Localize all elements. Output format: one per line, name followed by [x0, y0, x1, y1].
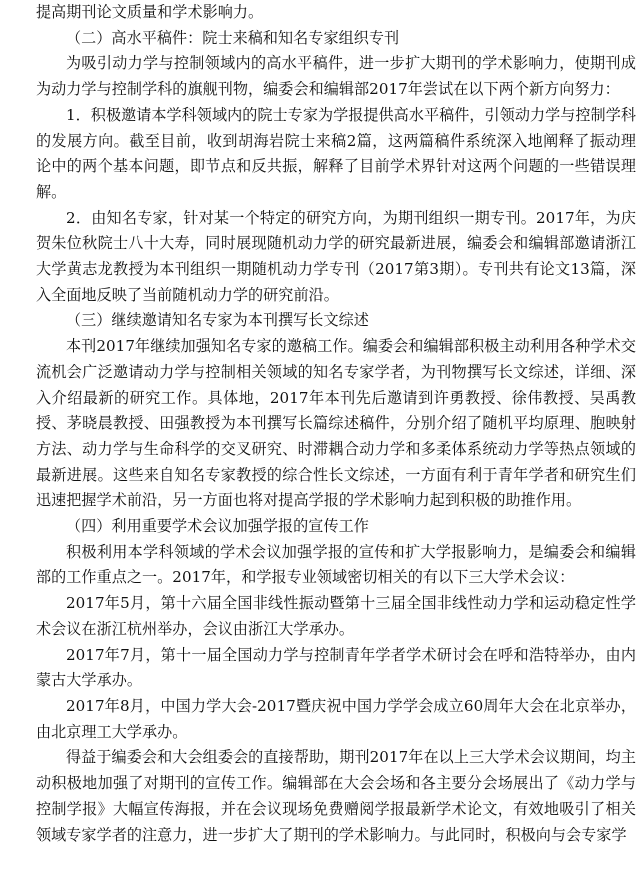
- paragraph: 2．由知名专家，针对某一个特定的研究方向，为期刊组织一期专刊。2017年，为庆贺朱位秋院士八十大寿，同时展现随机动力学的研究最新进展，编委会和编辑部邀请浙江大学黄志龙教授为本刊组织一期随机动力学专刊（2017第3期）。专刊共有论文13篇，深入全面地反映了当前随机动力学的研究前沿。: [36, 208, 636, 304]
- section-heading-2: （二）高水平稿件：院士来稿和知名专家组织专刊: [66, 28, 400, 47]
- paragraph: 积极利用本学科领域的学术会议加强学报的宣传和扩大学报影响力，是编委会和编辑部的工作重点之一。2017年，和学报专业领域密切相关的有以下三大学术会议：: [36, 542, 636, 587]
- section-heading-3: （三）继续邀请知名专家为本刊撰写长文综述: [66, 311, 369, 330]
- paragraph: 2017年8月，中国力学大会-2017暨庆祝中国力学学会成立60周年大会在北京举办，由北京理工大学承办。: [36, 696, 636, 741]
- paragraph: 2017年7月，第十一届全国动力学与控制青年学者学术研讨会在呼和浩特举办，由内蒙古大学承办。: [36, 645, 636, 690]
- paragraph: 得益于编委会和大会组委会的直接帮助，期刊2017年在以上三大学术会议期间，均主动积极地加强了对期刊的宣传工作。编辑部在大会会场和各主要分会场展出了《动力学与控制学报》大幅宣传海报，并在会议现场免费赠阅学报最新学术论文，有效地吸引了相关领域专家学者的注意力，进一步扩大了期刊的学术影响力。与此同时，积极向与会专家学: [36, 748, 636, 844]
- section-heading-4: （四）利用重要学术会议加强学报的宣传工作: [66, 517, 369, 536]
- paragraph: 为吸引动力学与控制领域内的高水平稿件，进一步扩大期刊的学术影响力，使期刊成为动力学与控制学科的旗舰刊物，编委会和编辑部2017年尝试在以下两个新方向努力：: [36, 54, 636, 99]
- document-page: [36, 0, 636, 848]
- paragraph-continuation: 提高期刊论文质量和学术影响力。: [36, 3, 264, 21]
- paragraph: 本刊2017年继续加强知名专家的邀稿工作。编委会和编辑部积极主动利用各种学术交流机会广泛邀请动力学与控制相关领域的知名专家学者，为刊物撰写长文综述，详细、深入介绍最新的研究工作。具体地，2017年本刊先后邀请到许勇教授、徐伟教授、吴禹教授、茅晓晨教授、田强教授为本刊撰写长篇综述稿件，分别介绍了随机平均原理、胞映射方法、动力学与生命科学的交叉研究、时滞耦合动力学和多柔体系统动力学等热点领域的最新进展。这些来自知名专家教授的综合性长文综述，一方面有利于青年学者和研究生们迅速把握学术前沿，另一方面也将对提高学报的学术影响力起到积极的助推作用。: [36, 337, 636, 510]
- paragraph: 2017年5月，第十六届全国非线性振动暨第十三届全国非线性动力学和运动稳定性学术会议在浙江杭州举办，会议由浙江大学承办。: [36, 594, 636, 638]
- paragraph: 1．积极邀请本学科领域内的院士专家为学报提供高水平稿件，引领动力学与控制学科的发展方向。截至目前，收到胡海岩院士来稿2篇，这两篇稿件系统深入地阐释了振动理论中的两个基本问题，即节点和反共振，解释了目前学术界针对这两个问题的一些错误理解。: [36, 105, 636, 201]
